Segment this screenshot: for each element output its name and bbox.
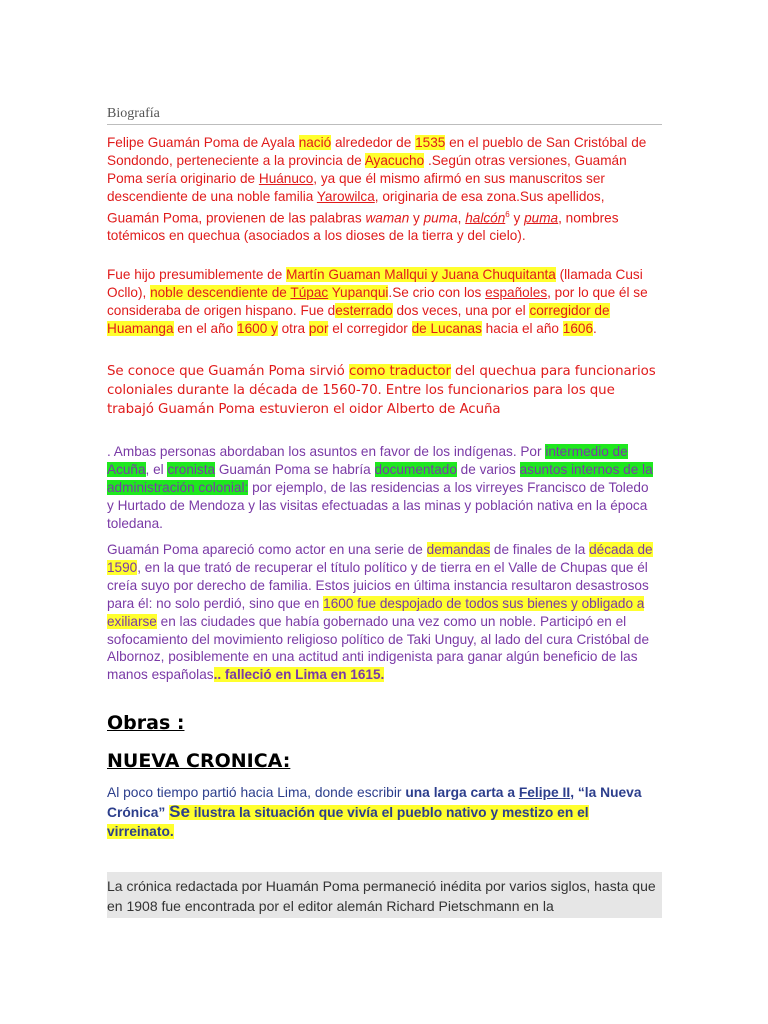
link-yarowilca[interactable]: Yarowilca: [316, 188, 375, 204]
link-espanoles[interactable]: españoles: [485, 284, 548, 300]
text-run: . Ambas personas abordaban los asuntos en favor de los indígenas. Por: [107, 444, 546, 459]
highlight-1535: 1535: [415, 135, 446, 150]
text-run: Guamán Poma se habría: [215, 461, 375, 477]
highlight-1590: década de 1590: [107, 542, 653, 575]
text-run: (llamada Cusi Ocllo),: [107, 267, 643, 300]
highlight-corregidor-huamanga: corregidor de Huamanga: [107, 302, 610, 336]
highlight-asuntos: asuntos internos de la administración colonial:: [107, 461, 653, 495]
text-run: en el pueblo de San Cristóbal de Sondondo, perteneciente a la provincia de: [107, 135, 647, 168]
text-run: Se conoce que Guamán Poma sirvió: [107, 364, 349, 379]
text-run: del quechua para funcionarios coloniales durante la década de 1560-70. Entre los funcionarios para los que trabajó Guamán Poma estuvieron el oidor Alberto de Acuña: [107, 364, 656, 417]
text-run: dos veces, una por el: [392, 302, 530, 318]
footnote-ref[interactable]: 6: [505, 209, 510, 219]
highlight-nacio: nació: [298, 135, 332, 150]
text-run: otra: [277, 320, 309, 336]
highlight-cronista: cronista: [167, 461, 216, 477]
bold-run: una larga carta a: [405, 785, 519, 800]
link-felipe-ii[interactable]: Felipe II: [518, 785, 571, 800]
italic-waman: waman: [365, 210, 410, 226]
highlight-despojado: 1600 fue despojado de todos sus bienes y obligado a exiliarse: [107, 595, 645, 629]
text-run: y: [409, 210, 424, 226]
text-run: , originaria de esa zona.Sus apellidos, Guamán Poma, provienen de las palabras: [107, 188, 605, 226]
highlight-lucanas: de Lucanas: [411, 320, 482, 336]
text-run: el corregidor: [328, 320, 412, 336]
highlight-fallecio: .. falleció en Lima en 1615.: [213, 667, 385, 683]
heading-obras: Obras :: [107, 712, 185, 734]
italic-puma: puma: [423, 210, 458, 226]
text-run: Se: [169, 802, 190, 821]
text-run: noble descendiente de: [150, 284, 291, 300]
link-halcon[interactable]: halcón: [465, 210, 506, 226]
text-run: alrededor de: [331, 135, 416, 150]
text-run: Fue hijo presumiblemente de: [107, 267, 287, 282]
highlight-documentado: documentado: [374, 461, 457, 477]
highlight-intermedio: intermedio de Acuña: [107, 444, 628, 477]
text-run: Yupanqui: [328, 284, 389, 300]
highlight-traductor: como traductor: [348, 364, 451, 379]
link-tupac[interactable]: Túpac: [290, 284, 329, 300]
text-run: , nombres totémicos en quechua (asociados a los dioses de la tierra y del cielo).: [107, 210, 619, 244]
highlight-desterrado: esterrado: [335, 302, 393, 318]
text-run: , por lo que él se consideraba de origen hispano. Fue d: [107, 284, 648, 318]
paragraph-lima: [107, 783, 659, 841]
text-run: .Según otras versiones, Guamán Poma sería originario de: [107, 152, 627, 186]
link-puma[interactable]: puma: [524, 210, 559, 226]
text-run: de varios: [456, 461, 520, 477]
text-run: por ejemplo, de las residencias a los virreyes Francisco de Toledo y Hurtado de Mendoza y las visitas efectuadas a las minas y población nativa en la época toledana.: [107, 479, 649, 531]
text-run: de finales de la: [490, 542, 590, 557]
text-run: .: [593, 320, 597, 336]
text-run: Al poco tiempo partió hacia Lima, donde escribir: [107, 785, 406, 800]
paragraph-parents: [107, 266, 659, 338]
paragraph-origin: [107, 134, 659, 245]
paragraph-translator: [107, 362, 659, 419]
bold-run: , “la Nueva Crónica”: [107, 785, 642, 820]
text-run: en las ciudades que había gobernado una vez como un noble. Participó en el sofocamiento del movimiento religioso político de Taki Unguy, al lado del cura Cristóbal de Albornoz, posiblemente en una actitud anti indigenista para ganar algún beneficio de las manos españolas: [107, 613, 650, 683]
text-run: , el: [145, 461, 168, 477]
heading-nueva-cronica: NUEVA CRONICA:: [107, 750, 291, 772]
highlight-por: por: [308, 320, 329, 336]
section-heading-biografia: Biografía: [107, 106, 662, 125]
highlight-parents: Martín Guaman Mallqui y Juana Chuquitanta: [286, 267, 556, 282]
text-run: , en la que trató de recuperar el título político y de tierra en el Valle de Chupas que él creía suyo por derecho de familia. Estos juicios en última instancia resultaron desastrosos para él: no solo perdió, sino que en: [107, 559, 649, 611]
text-run: ilustra la situación que vivía el pueblo nativo y mestizo en el virreinato.: [107, 805, 589, 839]
text-run: y: [509, 210, 525, 226]
paragraph-lawsuits: [107, 541, 659, 684]
highlight-ayacucho: Ayacucho: [364, 152, 425, 168]
text-run: ,: [457, 210, 466, 226]
text-run: en el año: [173, 320, 238, 336]
highlight-demandas: demandas: [426, 542, 491, 557]
highlight-1606: 1606: [562, 320, 594, 336]
text-run: .Se crio con los: [388, 284, 486, 300]
highlight-1600: 1600 y: [237, 320, 278, 336]
highlight-noble: [150, 285, 388, 300]
text-run: Guamán Poma apareció como actor en una serie de: [107, 542, 427, 557]
text-run: , ya que él mismo afirmó en sus manuscritos ser descendiente de una noble familia: [107, 170, 605, 204]
text-run: hacia el año: [481, 320, 563, 336]
link-huanuco[interactable]: Huánuco: [258, 170, 314, 186]
paragraph-cronica: La crónica redactada por Huamán Poma permaneció inédita por varios siglos, hasta que en 1908 fue encontrada por el editor alemán Richard Pietschmann en la: [107, 878, 656, 914]
paragraph-indigenous: [107, 443, 659, 533]
text-run: Felipe Guamán Poma de Ayala: [107, 135, 299, 150]
highlight-ilustra: [107, 802, 589, 839]
